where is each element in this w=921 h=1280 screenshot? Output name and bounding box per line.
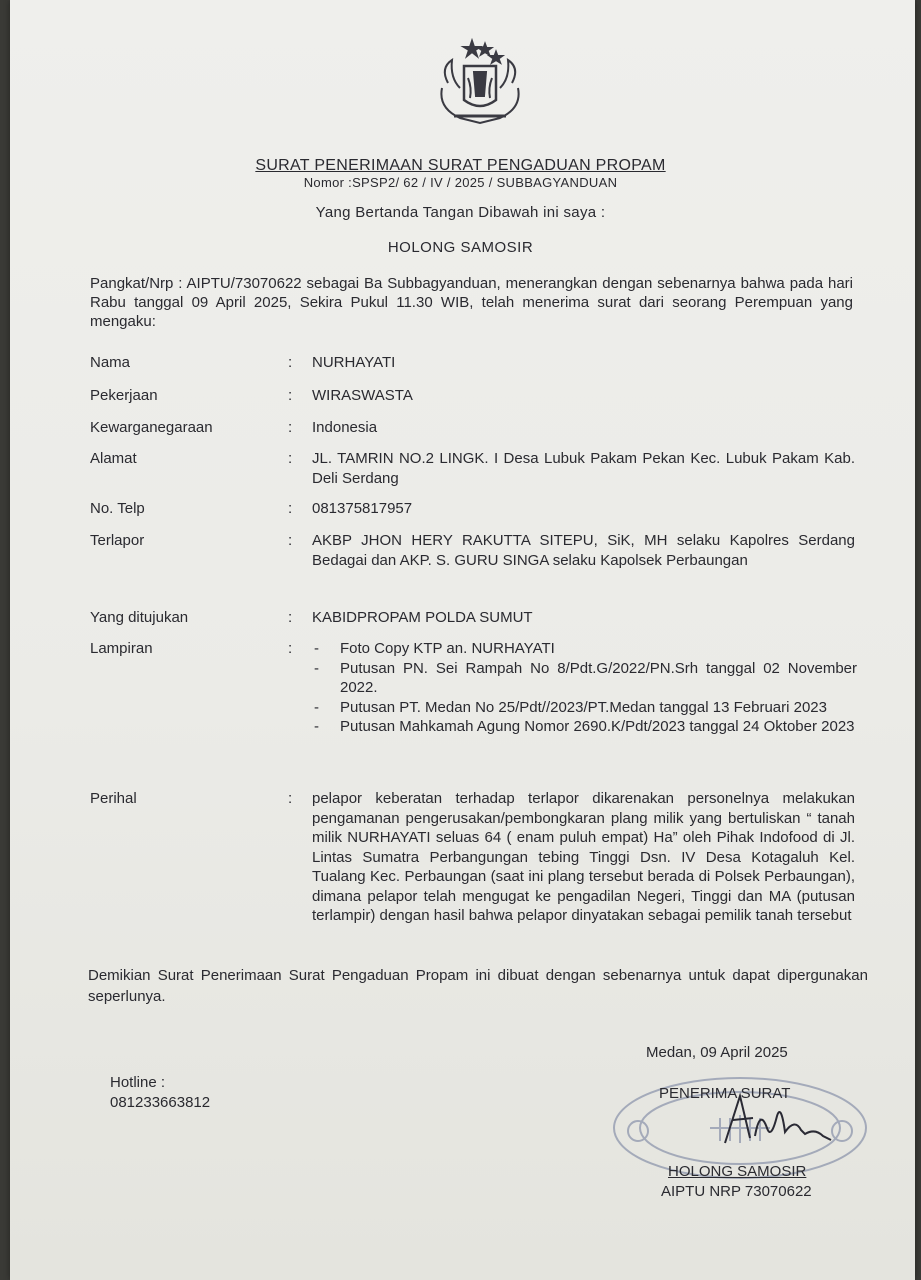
field-colon: : bbox=[288, 532, 293, 549]
field-label: Perihal bbox=[90, 790, 137, 807]
field-colon: : bbox=[288, 609, 293, 626]
field-label: Alamat bbox=[90, 450, 137, 467]
closing-paragraph: Demikian Surat Penerimaan Surat Pengaduan Propam ini dibuat dengan sebenarnya untuk dapat dipergunakan seperlunya. bbox=[88, 967, 868, 1005]
field-colon: : bbox=[288, 450, 293, 467]
signature-role: PENERIMA SURAT bbox=[659, 1085, 791, 1102]
place-date: Medan, 09 April 2025 bbox=[646, 1044, 788, 1061]
list-item: - Putusan Mahkamah Agung Nomor 2690.K/Pdt/2023 tanggal 24 Oktober 2023 bbox=[312, 717, 857, 737]
document-title: SURAT PENERIMAAN SURAT PENGADUAN PROPAM bbox=[255, 157, 666, 174]
field-colon: : bbox=[288, 354, 293, 371]
police-emblem-icon bbox=[430, 38, 530, 128]
field-colon: : bbox=[288, 419, 293, 436]
list-item: - Foto Copy KTP an. NURHAYATI bbox=[312, 639, 857, 659]
field-label: Nama bbox=[90, 354, 131, 371]
field-value: pelapor keberatan terhadap terlapor dikarenakan personelnya melakukan pengamanan pengerusakan/pembongkaran plang milik yang bertuliskan “ tanah milik NURHAYATI seluas 64 ( enam puluh empat) Ha” oleh Pihak Indofood di Jl. Lintas Sumatra Perbangungan tebing Tinggi Dsn. IV Desa Kotagaluh Kel. Tualang Kec. Perbaungan (saat ini plang tersebut berada di Polsek Perbaungan), dimana pelapor telah mengugat ke pengadilan Negeri, Tinggi dan MA (putusan terlampir) dengan hasil bahwa pelapor dinyatakan sebagai pemilik tanah tersebut bbox=[312, 790, 855, 924]
handwritten-signature-icon bbox=[705, 1088, 845, 1148]
field-value: WIRASWASTA bbox=[312, 387, 413, 404]
hotline bbox=[110, 1073, 210, 1113]
field-value: KABIDPROPAM POLDA SUMUT bbox=[312, 609, 533, 626]
field-value: Indonesia bbox=[312, 419, 378, 436]
field-label: Yang ditujukan bbox=[90, 609, 189, 626]
field-label: Pekerjaan bbox=[90, 387, 158, 404]
field-value: AKBP JHON HERY RAKUTTA SITEPU, SiK, MH selaku Kapolres Serdang Bedagai dan AKP. S. GURU SINGA selaku Kapolsek Perbaungan bbox=[312, 532, 855, 569]
field-colon: : bbox=[288, 500, 293, 517]
field-value: 081375817957 bbox=[312, 500, 413, 517]
hotline-number: 081233663812 bbox=[110, 1094, 211, 1111]
list-item: - Putusan PN. Sei Rampah No 8/Pdt.G/2022/PN.Srh tanggal 02 November 2022. bbox=[312, 659, 857, 698]
field-colon: : bbox=[288, 790, 293, 807]
field-label: Terlapor bbox=[90, 532, 145, 549]
field-colon: : bbox=[288, 387, 293, 404]
signer-name: HOLONG SAMOSIR bbox=[668, 1163, 807, 1180]
list-item: - Putusan PT. Medan No 25/Pdt//2023/PT.Medan tanggal 13 Februari 2023 bbox=[312, 698, 857, 718]
hotline-label: Hotline : bbox=[110, 1074, 166, 1091]
field-label: Kewarganegaraan bbox=[90, 419, 213, 436]
field-label: Lampiran bbox=[90, 640, 153, 657]
signer-rank-nrp: AIPTU NRP 73070622 bbox=[661, 1183, 812, 1200]
document-subtitle: Yang Bertanda Tangan Dibawah ini saya : bbox=[315, 204, 606, 221]
lampiran-list bbox=[312, 639, 857, 737]
field-label: No. Telp bbox=[90, 500, 145, 517]
intro-paragraph: Pangkat/Nrp : AIPTU/73070622 sebagai Ba Subbagyanduan, menerangkan dengan sebenarnya bahwa pada hari Rabu tanggal 09 April 2025, Sekira Pukul 11.30 WIB, telah menerima surat dari seorang Perempuan yang mengaku: bbox=[90, 275, 853, 330]
field-value: NURHAYATI bbox=[312, 354, 396, 371]
field-colon: : bbox=[288, 640, 293, 657]
field-value: JL. TAMRIN NO.2 LINGK. I Desa Lubuk Pakam Pekan Kec. Lubuk Pakam Kab. Deli Serdang bbox=[312, 450, 855, 487]
official-name: HOLONG SAMOSIR bbox=[387, 239, 534, 256]
document-number: Nomor :SPSP2/ 62 / IV / 2025 / SUBBAGYANDUAN bbox=[303, 175, 618, 190]
